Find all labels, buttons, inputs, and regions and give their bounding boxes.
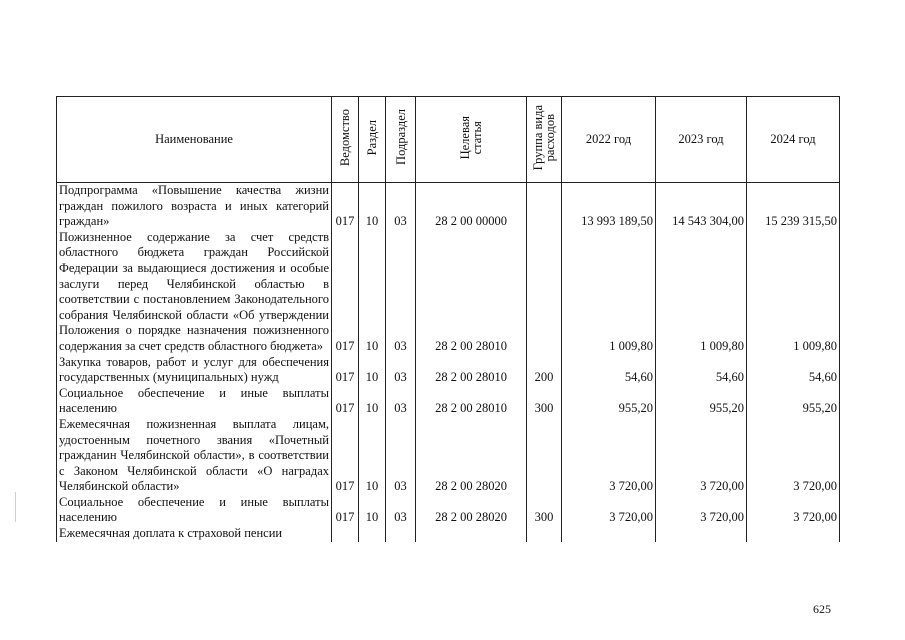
header-section (359, 97, 386, 183)
table-row (57, 230, 840, 355)
row-exp-group (527, 230, 562, 355)
row-section: 10 (359, 495, 386, 526)
scan-crease-mark (15, 492, 16, 522)
table-row (57, 355, 840, 386)
row-2022: 3 720,00 (562, 417, 656, 495)
row-exp-group (527, 526, 562, 542)
row-2024 (747, 526, 840, 542)
row-target: 28 2 00 00000 (416, 183, 527, 230)
header-subsection-text: Подраздел (393, 109, 408, 166)
table-row (57, 386, 840, 417)
row-target: 28 2 00 28020 (416, 417, 527, 495)
row-subsection: 03 (386, 355, 416, 386)
header-target (416, 97, 527, 183)
page-number: 625 (813, 602, 831, 616)
header-dept-text: Ведомство (338, 108, 352, 166)
row-name: Закупка товаров, работ и услуг для обеспечения государственных (муниципальных) нужд (57, 355, 332, 386)
row-target: 28 2 00 28010 (416, 355, 527, 386)
row-2024: 1 009,80 (747, 230, 840, 355)
row-section: 10 (359, 230, 386, 355)
row-name: Социальное обеспечение и иные выплаты населению (57, 386, 332, 417)
header-name: Наименование (57, 97, 332, 183)
row-dept: 017 (332, 183, 359, 230)
header-exp-group-text: Группа вида расходов (531, 104, 557, 170)
row-subsection: 03 (386, 230, 416, 355)
row-2024: 15 239 315,50 (747, 183, 840, 230)
header-section-text: Раздел (365, 119, 379, 155)
row-name: Социальное обеспечение и иные выплаты населению (57, 495, 332, 526)
row-dept: 017 (332, 495, 359, 526)
row-name: Ежемесячная доплата к страховой пенсии (57, 526, 332, 542)
row-subsection: 03 (386, 495, 416, 526)
header-exp-group (527, 97, 562, 183)
row-name: Ежемесячная пожизненная выплата лицам, удостоенным почетного звания «Почетный гражданин Челябинской области», в соответствии с Законом Челябинской области «О наградах Челябинской области» (57, 417, 332, 495)
row-section: 10 (359, 417, 386, 495)
row-target: 28 2 00 28020 (416, 495, 527, 526)
row-2022: 955,20 (562, 386, 656, 417)
row-dept: 017 (332, 230, 359, 355)
table-row (57, 526, 840, 542)
row-section: 10 (359, 183, 386, 230)
row-subsection (386, 526, 416, 542)
row-dept: 017 (332, 355, 359, 386)
row-2024: 54,60 (747, 355, 840, 386)
row-section: 10 (359, 355, 386, 386)
row-dept: 017 (332, 417, 359, 495)
table-row (57, 183, 840, 230)
header-2023: 2023 год (656, 97, 747, 183)
row-section: 10 (359, 386, 386, 417)
row-2024: 3 720,00 (747, 417, 840, 495)
row-exp-group (527, 183, 562, 230)
row-target: 28 2 00 28010 (416, 230, 527, 355)
row-2023: 3 720,00 (656, 417, 747, 495)
row-target (416, 526, 527, 542)
table-row (57, 495, 840, 526)
header-2024: 2024 год (747, 97, 840, 183)
header-2022: 2022 год (562, 97, 656, 183)
row-2024: 955,20 (747, 386, 840, 417)
row-2022: 3 720,00 (562, 495, 656, 526)
row-dept: 017 (332, 386, 359, 417)
row-subsection: 03 (386, 417, 416, 495)
table-header-row (57, 97, 840, 183)
row-section (359, 526, 386, 542)
table-row (57, 417, 840, 495)
row-exp-group (527, 417, 562, 495)
row-subsection: 03 (386, 183, 416, 230)
row-name: Пожизненное содержание за счет средств областного бюджета граждан Российской Федерации за выдающиеся достижения и особые заслуги перед Челябинской областью в соответствии с постановлением Законодательного собрания Челябинской области «Об утверждении Положения о порядке назначения пожизненного содержания за счет средств областного бюджета» (57, 230, 332, 355)
budget-table (56, 96, 840, 542)
row-exp-group: 300 (527, 386, 562, 417)
row-2023: 14 543 304,00 (656, 183, 747, 230)
row-2022: 1 009,80 (562, 230, 656, 355)
row-exp-group: 300 (527, 495, 562, 526)
header-dept (332, 97, 359, 183)
row-subsection: 03 (386, 386, 416, 417)
row-target: 28 2 00 28010 (416, 386, 527, 417)
row-2022: 54,60 (562, 355, 656, 386)
row-2023 (656, 526, 747, 542)
header-target-text: Целевая статья (458, 115, 484, 159)
row-name: Подпрограмма «Повышение качества жизни граждан пожилого возраста и иных категорий граждан» (57, 183, 332, 230)
header-subsection (386, 97, 416, 183)
row-exp-group: 200 (527, 355, 562, 386)
row-2022: 13 993 189,50 (562, 183, 656, 230)
row-2024: 3 720,00 (747, 495, 840, 526)
row-2023: 1 009,80 (656, 230, 747, 355)
row-2023: 955,20 (656, 386, 747, 417)
row-2023: 54,60 (656, 355, 747, 386)
row-2023: 3 720,00 (656, 495, 747, 526)
row-dept (332, 526, 359, 542)
row-2022 (562, 526, 656, 542)
